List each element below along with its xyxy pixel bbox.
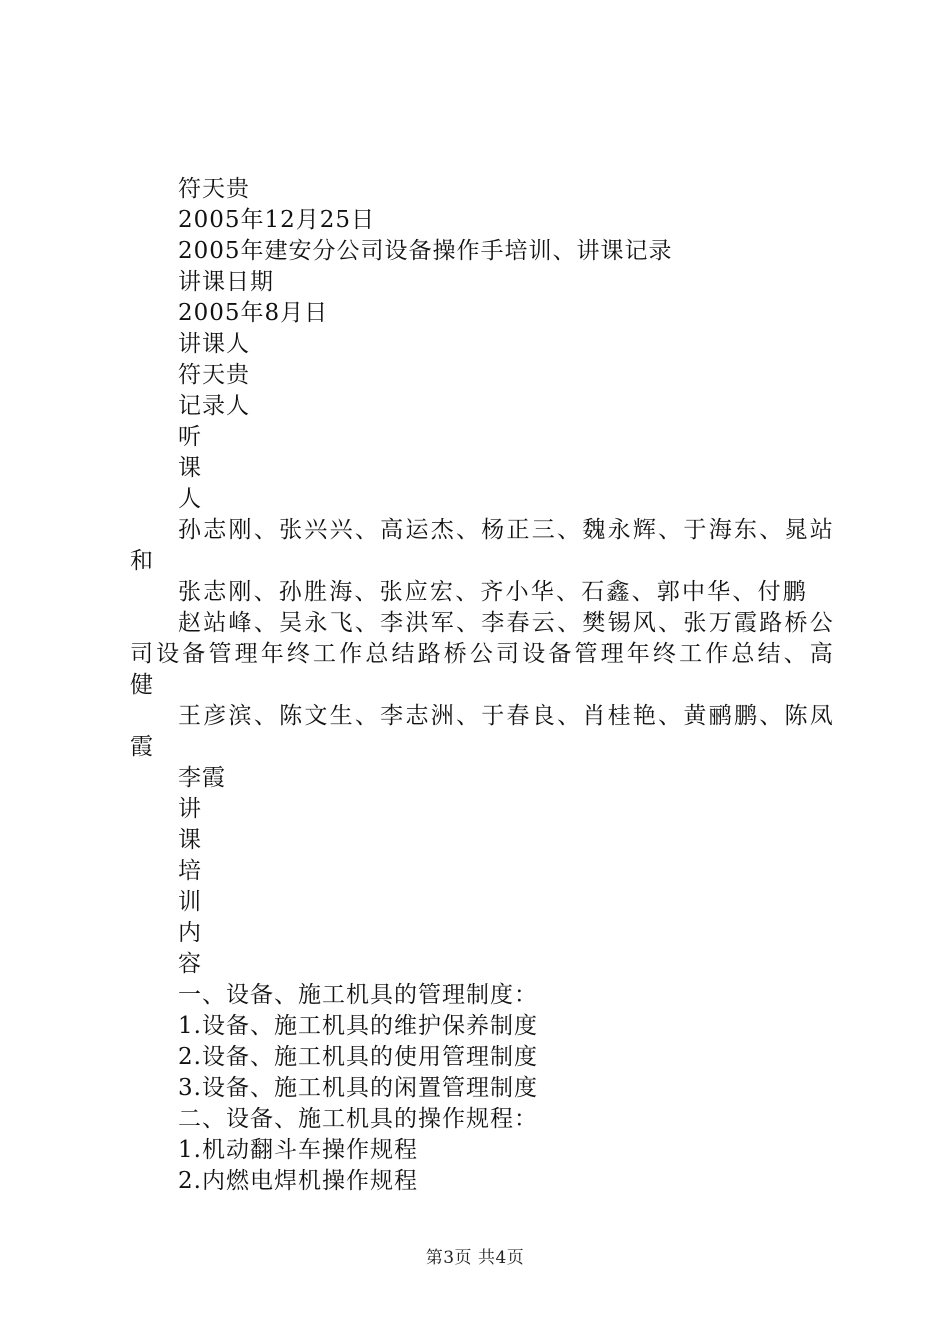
attendee-paragraph: 张志刚、孙胜海、张应宏、齐小华、石鑫、郭中华、付鹏 xyxy=(178,579,808,605)
section-heading: 二、设备、施工机具的操作规程： xyxy=(178,1106,538,1132)
text-line: 符天贵 xyxy=(178,176,250,202)
text-line: 听 xyxy=(178,424,202,450)
text-line: 2005年8月日 xyxy=(178,300,329,326)
page-number-footer: 第3页 共4页 xyxy=(425,1248,525,1268)
attendee-paragraph: 孙志刚、张兴兴、高运杰、杨正三、魏永辉、于海东、晁站和 xyxy=(130,517,835,574)
text-line: 容 xyxy=(178,951,202,977)
text-line: 课 xyxy=(178,455,202,481)
attendee-paragraph: 赵站峰、吴永飞、李洪军、李春云、樊锡风、张万霞路桥公司设备管理年终工作总结路桥公司设备管理年终工作总结、高健 xyxy=(130,610,835,698)
list-item: 1.机动翻斗车操作规程 xyxy=(178,1137,418,1163)
attendee-paragraph: 王彦滨、陈文生、李志洲、于春良、肖桂艳、黄鹂鹏、陈凤霞 xyxy=(130,703,835,760)
text-line: 培 xyxy=(178,858,202,884)
document-body xyxy=(130,174,835,1197)
list-item: 1.设备、施工机具的维护保养制度 xyxy=(178,1013,538,1039)
text-line: 记录人 xyxy=(178,393,250,419)
text-line: 讲 xyxy=(178,796,202,822)
text-line: 讲课日期 xyxy=(178,269,274,295)
list-item: 2.设备、施工机具的使用管理制度 xyxy=(178,1044,538,1070)
text-line: 人 xyxy=(178,486,202,512)
document-heading: 2005年建安分公司设备操作手培训、讲课记录 xyxy=(178,238,673,264)
text-line: 训 xyxy=(178,889,202,915)
text-line: 符天贵 xyxy=(178,362,250,388)
text-line: 李霞 xyxy=(178,765,226,791)
text-line: 内 xyxy=(178,920,202,946)
text-line: 课 xyxy=(178,827,202,853)
text-line: 讲课人 xyxy=(178,331,250,357)
list-item: 2.内燃电焊机操作规程 xyxy=(178,1168,418,1194)
list-item: 3.设备、施工机具的闲置管理制度 xyxy=(178,1075,538,1101)
text-line: 2005年12月25日 xyxy=(178,207,376,233)
section-heading: 一、设备、施工机具的管理制度： xyxy=(178,982,538,1008)
